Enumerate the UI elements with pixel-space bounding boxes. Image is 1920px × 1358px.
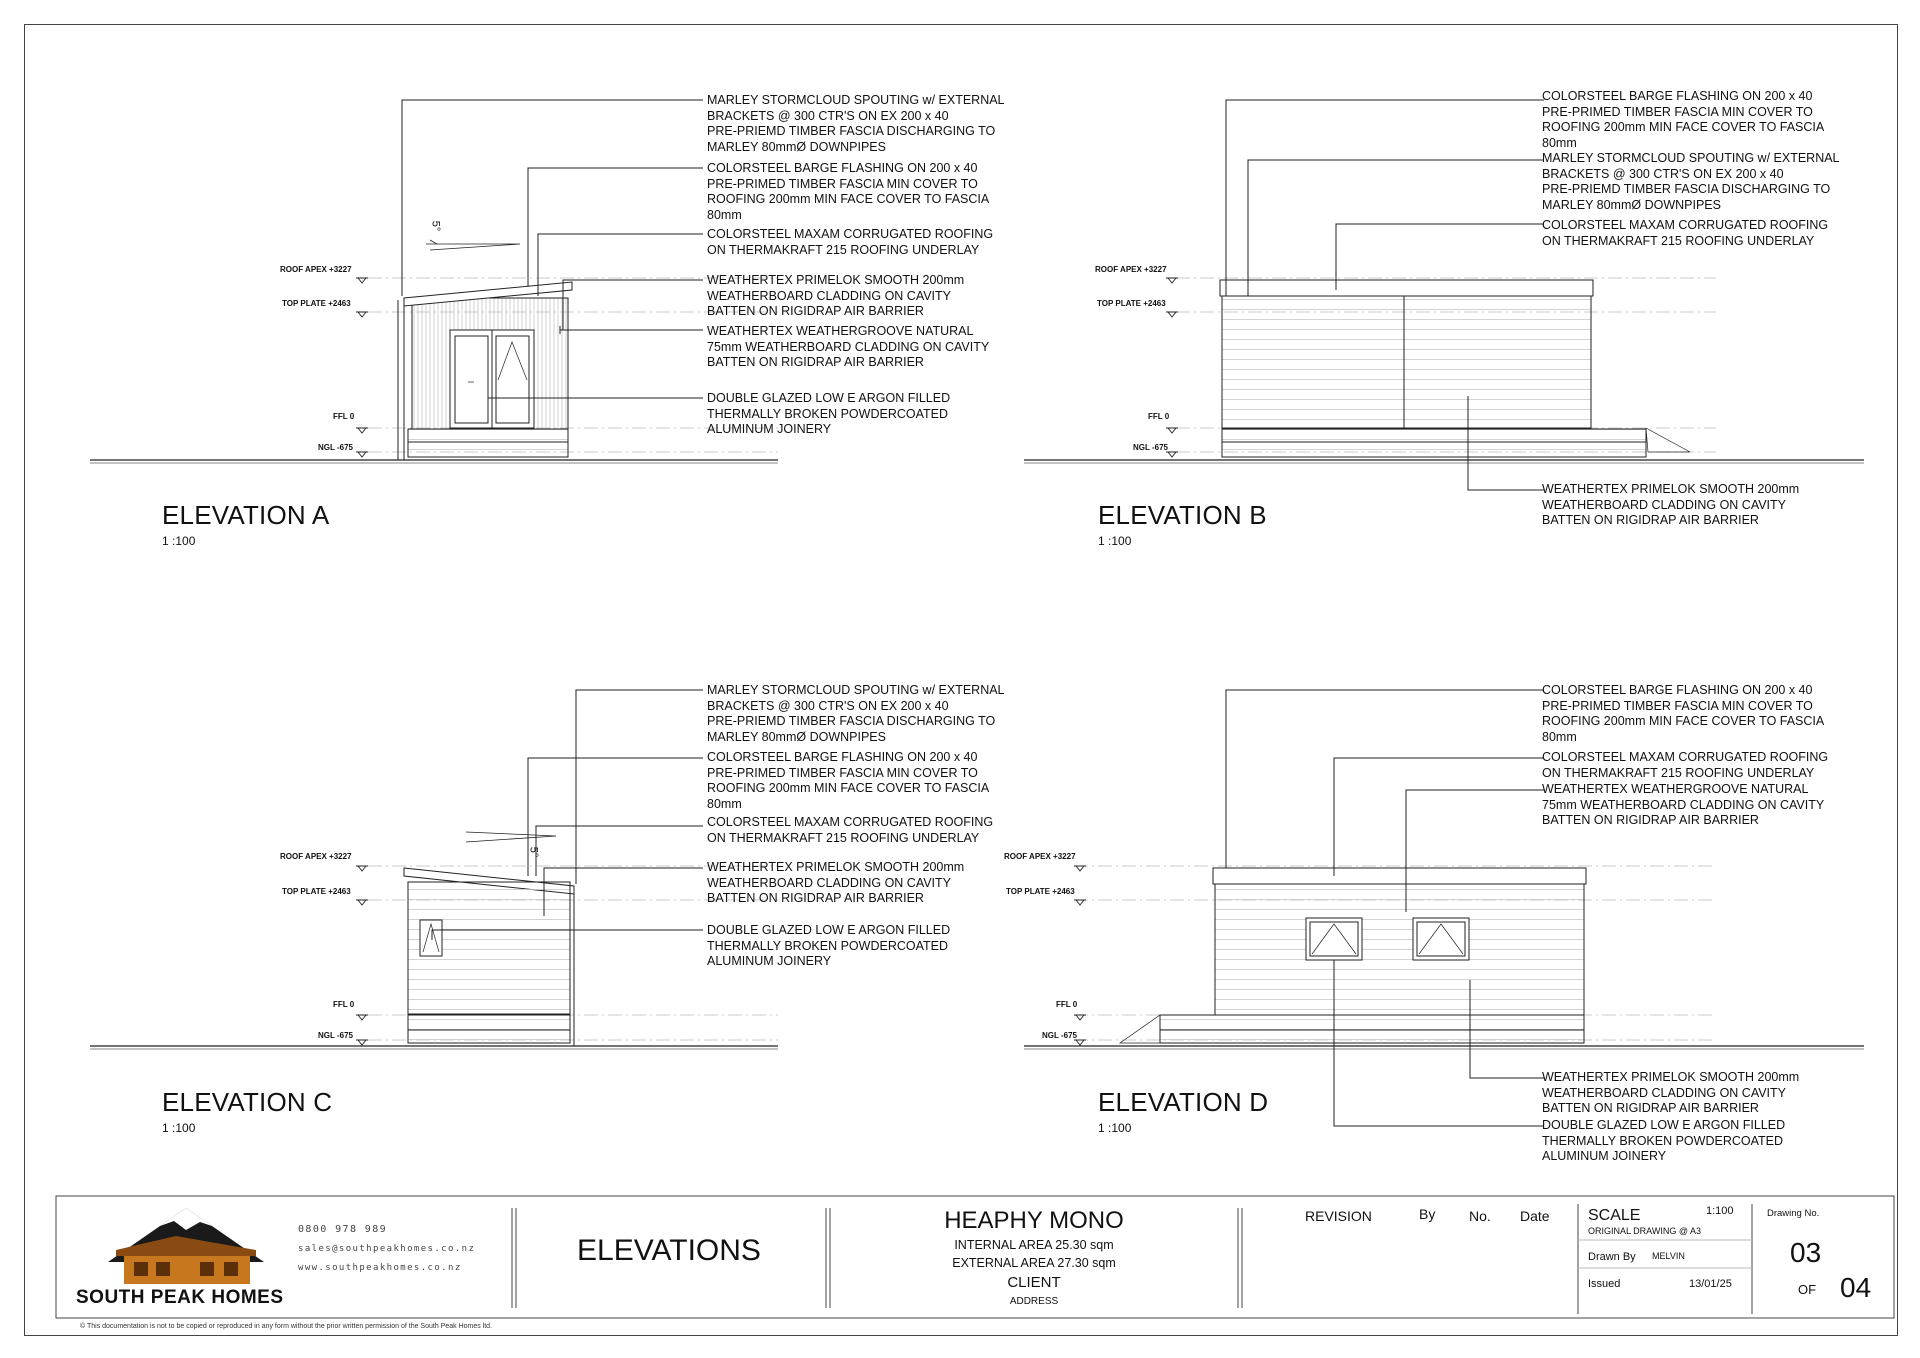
- note-a-joinery: DOUBLE GLAZED LOW E ARGON FILLED THERMALLY BROKEN POWDERCOATED ALUMINUM JOINERY: [707, 391, 951, 436]
- note-a-spouting: MARLEY STORMCLOUD SPOUTING w/ EXTERNAL BRACKETS @ 300 CTR'S ON EX 200 x 40 PRE-PRIEMD TIMBER FASCIA DISCHARGING TO MARLEY 80mmØ DOWNPIPES: [707, 93, 1005, 154]
- scale-value: 1:100: [1706, 1205, 1734, 1217]
- elevation-d-scale: 1 :100: [1098, 1121, 1132, 1135]
- level-b-ffl: FFL 0: [1148, 412, 1170, 421]
- internal-area: INTERNAL AREA 25.30 sqm: [954, 1238, 1114, 1252]
- drawing-number: 03: [1790, 1237, 1822, 1268]
- note-d-weathergroove: WEATHERTEX WEATHERGROOVE NATURAL 75mm WEATHERBOARD CLADDING ON CAVITY BATTEN ON RIGIDRAP AIR BARRIER: [1542, 782, 1825, 827]
- note-a-weathergroove: WEATHERTEX WEATHERGROOVE NATURAL 75mm WEATHERBOARD CLADDING ON CAVITY BATTEN ON RIGIDRAP AIR BARRIER: [707, 324, 990, 369]
- elevation-b-title: ELEVATION B: [1098, 500, 1267, 530]
- note-b-spouting: MARLEY STORMCLOUD SPOUTING w/ EXTERNAL BRACKETS @ 300 CTR'S ON EX 200 x 40 PRE-PRIEMD TIMBER FASCIA DISCHARGING TO MARLEY 80mmØ DOWNPIPES: [1542, 151, 1840, 212]
- drawing-no-label: Drawing No.: [1767, 1208, 1820, 1219]
- project-name: HEAPHY MONO: [944, 1207, 1124, 1234]
- pitch-a: 5°: [429, 220, 442, 232]
- elevation-b-scale: 1 :100: [1098, 534, 1132, 548]
- note-c-barge: COLORSTEEL BARGE FLASHING ON 200 x 40 PRE-PRIMED TIMBER FASCIA MIN COVER TO ROOFING 200mm MIN FACE COVER TO FASCIA 80mm: [707, 750, 990, 811]
- note-d-primelok: WEATHERTEX PRIMELOK SMOOTH 200mm WEATHERBOARD CLADDING ON CAVITY BATTEN ON RIGIDRAP AIR BARRIER: [1542, 1070, 1800, 1115]
- level-a-ffl: FFL 0: [333, 412, 355, 421]
- level-a-top: TOP PLATE +2463: [282, 299, 351, 308]
- note-b-primelok: WEATHERTEX PRIMELOK SMOOTH 200mm WEATHERBOARD CLADDING ON CAVITY BATTEN ON RIGIDRAP AIR BARRIER: [1542, 482, 1800, 527]
- issued-label: Issued: [1588, 1278, 1621, 1290]
- level-a-apex: ROOF APEX +3227: [280, 265, 352, 274]
- note-d-barge: COLORSTEEL BARGE FLASHING ON 200 x 40 PRE-PRIMED TIMBER FASCIA MIN COVER TO ROOFING 200mm MIN FACE COVER TO FASCIA 80mm: [1542, 683, 1825, 744]
- note-b-roofing: COLORSTEEL MAXAM CORRUGATED ROOFING ON THERMAKRAFT 215 ROOFING UNDERLAY: [1542, 218, 1829, 248]
- external-area: EXTERNAL AREA 27.30 sqm: [952, 1256, 1116, 1270]
- revision-no: No.: [1469, 1208, 1491, 1224]
- note-d-joinery: DOUBLE GLAZED LOW E ARGON FILLED THERMALLY BROKEN POWDERCOATED ALUMINUM JOINERY: [1542, 1118, 1786, 1163]
- note-a-barge: COLORSTEEL BARGE FLASHING ON 200 x 40 PRE-PRIMED TIMBER FASCIA MIN COVER TO ROOFING 200mm MIN FACE COVER TO FASCIA 80mm: [707, 161, 990, 222]
- level-c-ffl: FFL 0: [333, 1000, 355, 1009]
- company-website: www.southpeakhomes.co.nz: [298, 1263, 462, 1273]
- client-label: CLIENT: [1007, 1274, 1061, 1291]
- elevation-a-drawing: [90, 100, 778, 463]
- elevation-c-title: ELEVATION C: [162, 1087, 333, 1117]
- level-d-ffl: FFL 0: [1056, 1000, 1078, 1009]
- note-c-spouting: MARLEY STORMCLOUD SPOUTING w/ EXTERNAL BRACKETS @ 300 CTR'S ON EX 200 x 40 PRE-PRIEMD TIMBER FASCIA DISCHARGING TO MARLEY 80mmØ DOWNPIPES: [707, 683, 1005, 744]
- elevation-c-scale: 1 :100: [162, 1121, 196, 1135]
- revision-by: By: [1419, 1206, 1436, 1222]
- level-c-top: TOP PLATE +2463: [282, 887, 351, 896]
- address-label: ADDRESS: [1009, 1296, 1059, 1307]
- level-d-apex: ROOF APEX +3227: [1004, 852, 1076, 861]
- level-a-ngl: NGL -675: [318, 443, 353, 452]
- drawn-by-value: MELVIN: [1652, 1251, 1685, 1261]
- pitch-c: 5°: [527, 846, 540, 858]
- issued-value: 13/01/25: [1689, 1278, 1732, 1290]
- elevation-d-title: ELEVATION D: [1098, 1087, 1269, 1117]
- note-a-primelok: WEATHERTEX PRIMELOK SMOOTH 200mm WEATHERBOARD CLADDING ON CAVITY BATTEN ON RIGIDRAP AIR BARRIER: [707, 273, 965, 318]
- level-d-top: TOP PLATE +2463: [1006, 887, 1075, 896]
- level-b-ngl: NGL -675: [1133, 443, 1168, 452]
- elevation-a-scale: 1 :100: [162, 534, 196, 548]
- company-email: sales@southpeakhomes.co.nz: [298, 1244, 476, 1254]
- elevation-c-drawing: [90, 690, 778, 1049]
- drawing-total: 04: [1840, 1272, 1872, 1303]
- drawn-by-label: Drawn By: [1588, 1251, 1636, 1263]
- level-b-apex: ROOF APEX +3227: [1095, 265, 1167, 274]
- level-d-ngl: NGL -675: [1042, 1031, 1077, 1040]
- level-b-top: TOP PLATE +2463: [1097, 299, 1166, 308]
- note-c-roofing: COLORSTEEL MAXAM CORRUGATED ROOFING ON THERMAKRAFT 215 ROOFING UNDERLAY: [707, 815, 994, 845]
- level-c-ngl: NGL -675: [318, 1031, 353, 1040]
- elevation-a-title: ELEVATION A: [162, 500, 330, 530]
- original-size: ORIGINAL DRAWING @ A3: [1588, 1226, 1701, 1236]
- note-c-primelok: WEATHERTEX PRIMELOK SMOOTH 200mm WEATHERBOARD CLADDING ON CAVITY BATTEN ON RIGIDRAP AIR BARRIER: [707, 860, 965, 905]
- sheet-title: ELEVATIONS: [577, 1234, 761, 1267]
- company-phone: 0800 978 989: [298, 1224, 388, 1235]
- note-b-barge: COLORSTEEL BARGE FLASHING ON 200 x 40 PRE-PRIMED TIMBER FASCIA MIN COVER TO ROOFING 200mm MIN FACE COVER TO FASCIA 80mm: [1542, 89, 1825, 150]
- of-label: OF: [1798, 1282, 1817, 1297]
- copyright-footnote: © This documentation is not to be copied or reproduced in any form without the prior written permission of the South Peak Homes ltd.: [80, 1323, 493, 1330]
- revision-label: REVISION: [1305, 1208, 1372, 1224]
- revision-date: Date: [1520, 1208, 1550, 1224]
- note-c-joinery: DOUBLE GLAZED LOW E ARGON FILLED THERMALLY BROKEN POWDERCOATED ALUMINUM JOINERY: [707, 923, 951, 968]
- company-logo: [108, 1208, 264, 1284]
- company-name: SOUTH PEAK HOMES: [76, 1287, 284, 1308]
- scale-label: SCALE: [1588, 1207, 1641, 1224]
- note-d-roofing: COLORSTEEL MAXAM CORRUGATED ROOFING ON THERMAKRAFT 215 ROOFING UNDERLAY: [1542, 750, 1829, 780]
- note-a-roofing: COLORSTEEL MAXAM CORRUGATED ROOFING ON THERMAKRAFT 215 ROOFING UNDERLAY: [707, 227, 994, 257]
- level-c-apex: ROOF APEX +3227: [280, 852, 352, 861]
